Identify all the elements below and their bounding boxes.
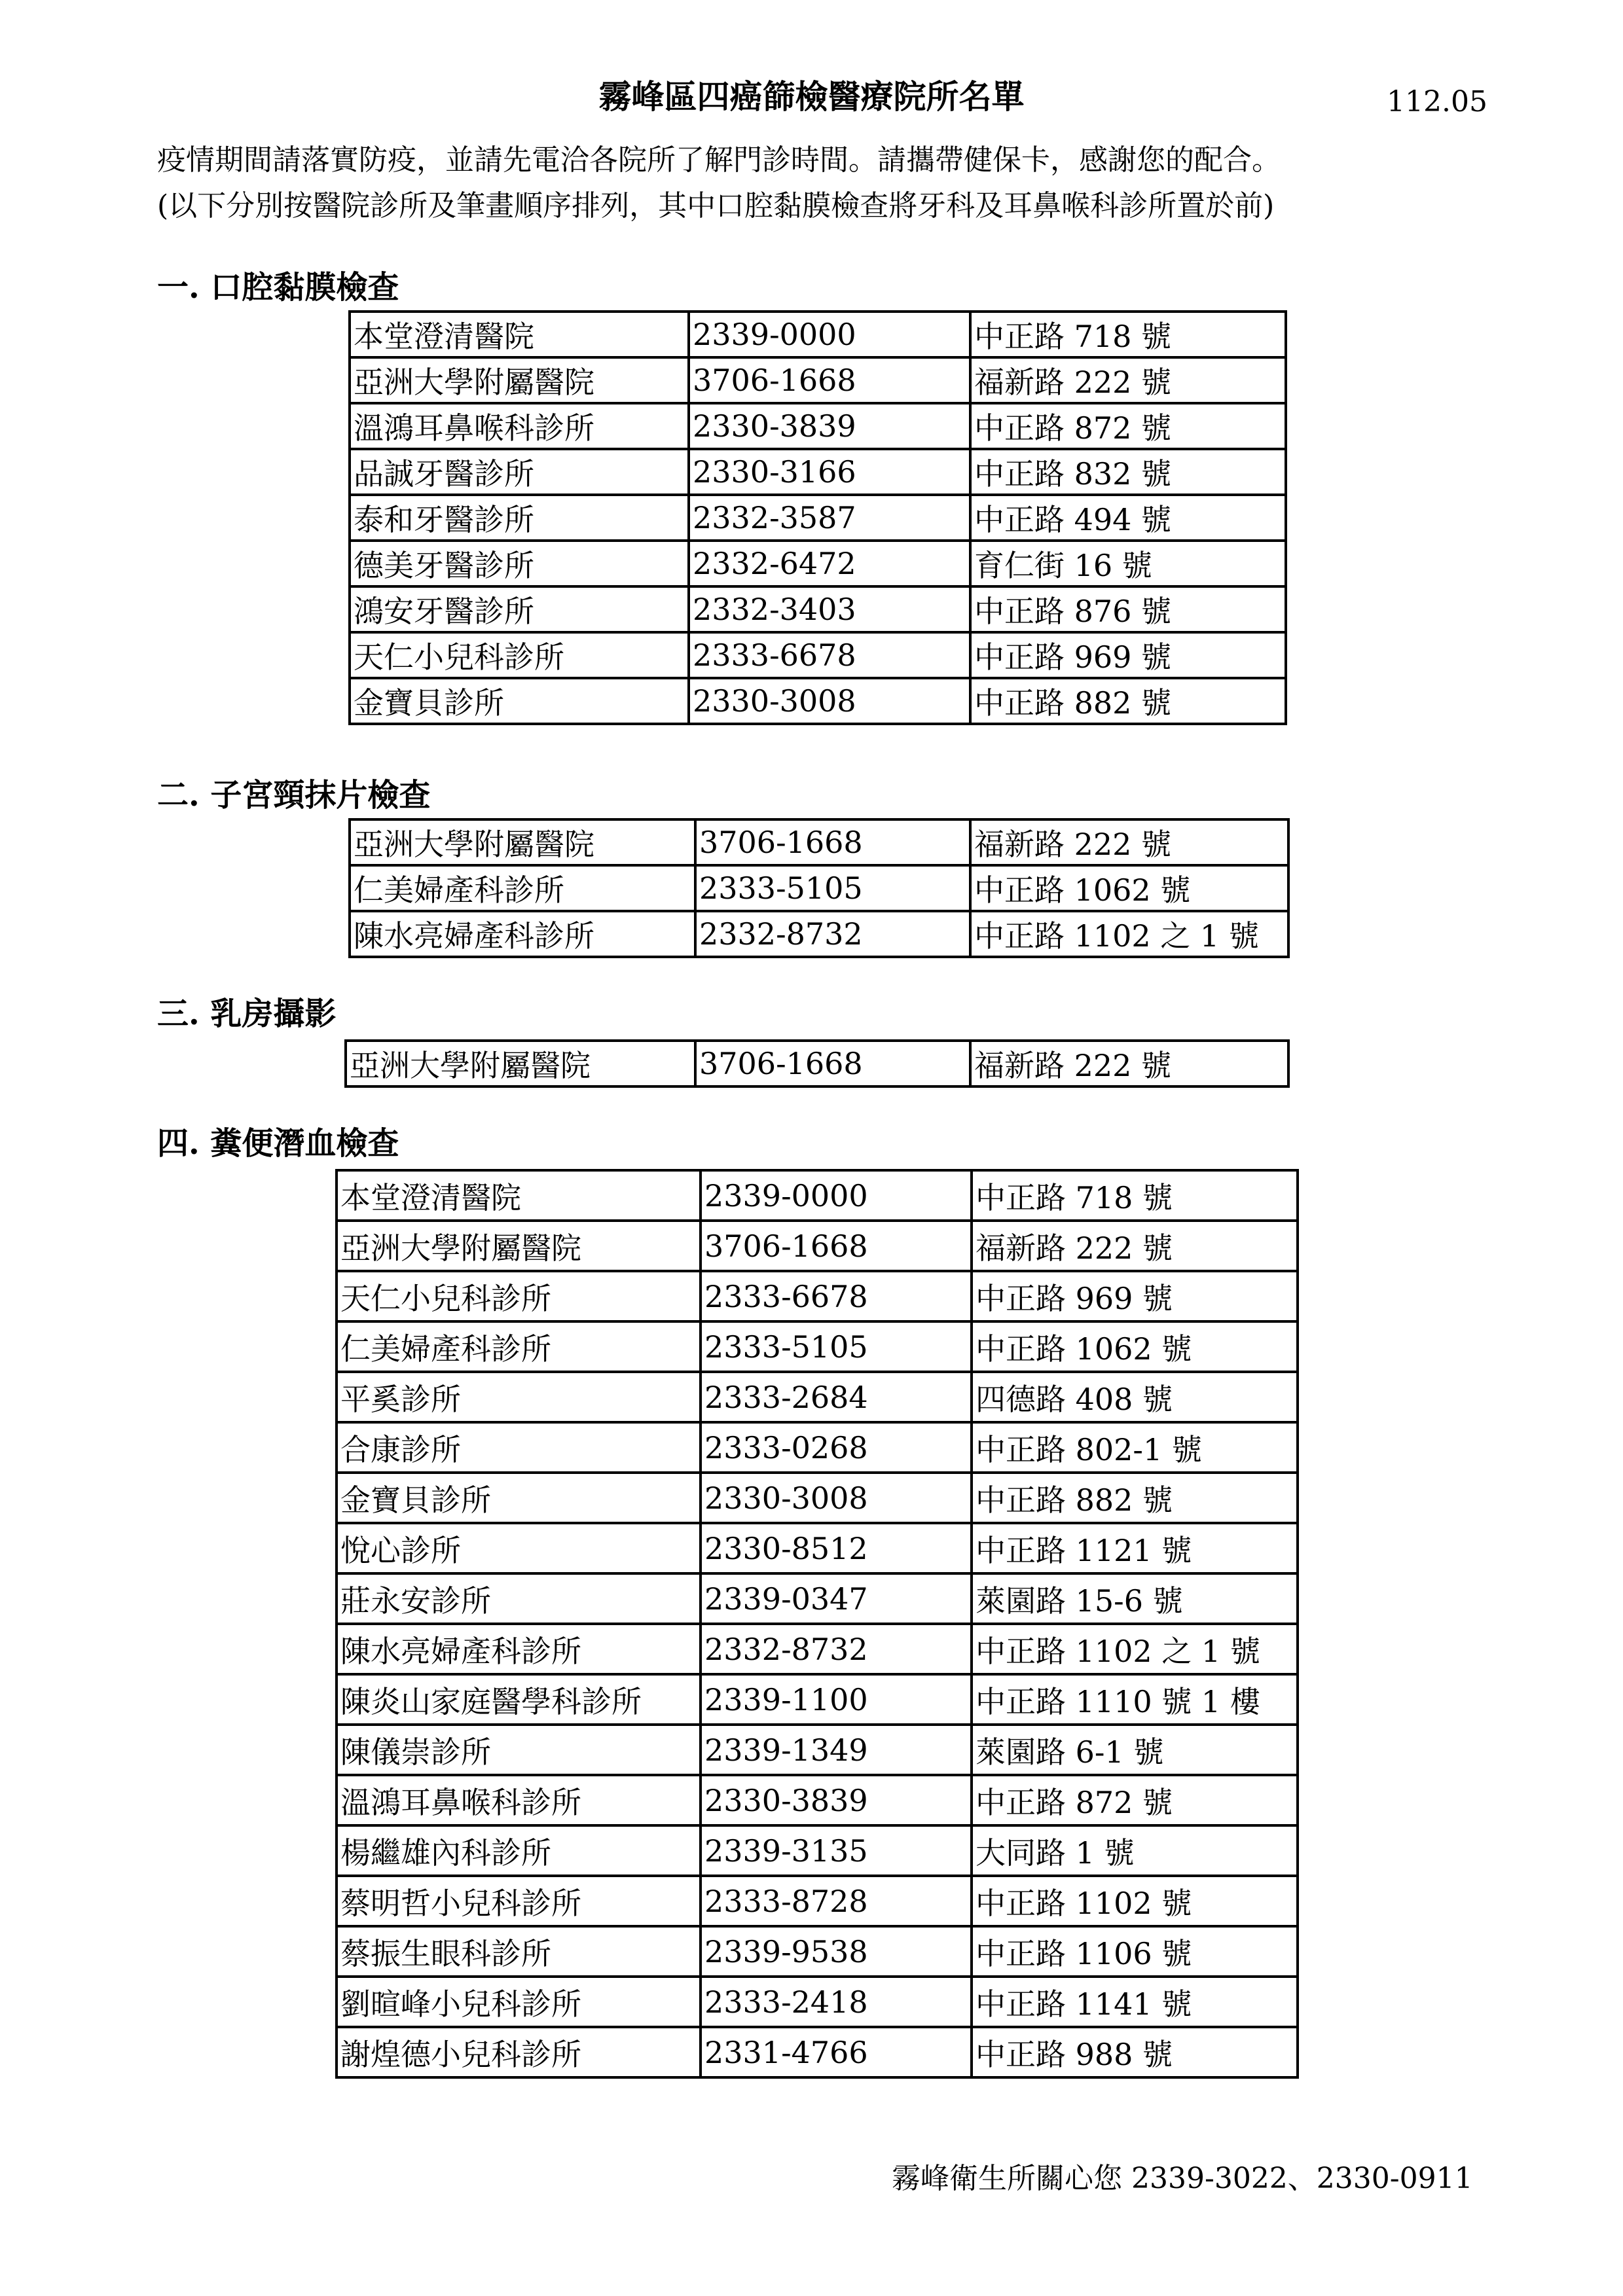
clinic-name: 劉暄峰小兒科診所 bbox=[337, 1977, 701, 2027]
clinic-name: 亞洲大學附屬醫院 bbox=[350, 357, 689, 403]
clinic-phone: 2339-0347 bbox=[701, 1573, 972, 1624]
clinic-address: 中正路 876 號 bbox=[970, 586, 1286, 632]
clinic-address: 中正路 872 號 bbox=[970, 403, 1286, 449]
table-row bbox=[337, 1271, 1298, 1321]
table-row bbox=[337, 1926, 1298, 1977]
clinic-phone: 3706-1668 bbox=[695, 819, 970, 865]
table-row bbox=[337, 1674, 1298, 1725]
clinic-address: 中正路 1102 之 1 號 bbox=[970, 911, 1288, 957]
clinic-name: 仁美婦產科診所 bbox=[350, 865, 695, 911]
table-row bbox=[337, 2027, 1298, 2077]
clinic-name: 陳水亮婦產科診所 bbox=[337, 1624, 701, 1674]
clinic-name: 溫鴻耳鼻喉科診所 bbox=[337, 1775, 701, 1825]
clinic-phone: 2339-1100 bbox=[701, 1674, 972, 1725]
clinic-name: 仁美婦產科診所 bbox=[337, 1321, 701, 1372]
clinic-name: 陳炎山家庭醫學科診所 bbox=[337, 1674, 701, 1725]
page-title: 霧峰區四癌篩檢醫療院所名單 bbox=[598, 77, 1025, 116]
clinic-phone: 2333-2684 bbox=[701, 1372, 972, 1422]
clinic-address: 福新路 222 號 bbox=[970, 819, 1288, 865]
table-row bbox=[350, 865, 1288, 911]
clinic-address: 福新路 222 號 bbox=[970, 357, 1286, 403]
clinic-address: 中正路 1062 號 bbox=[970, 865, 1288, 911]
clinic-phone: 2331-4766 bbox=[701, 2027, 972, 2077]
clinic-name: 莊永安診所 bbox=[337, 1573, 701, 1624]
clinic-phone: 2330-3839 bbox=[701, 1775, 972, 1825]
clinic-phone: 3706-1668 bbox=[701, 1221, 972, 1271]
clinic-address: 中正路 969 號 bbox=[972, 1271, 1298, 1321]
intro-sorting-note: (以下分別按醫院診所及筆畫順序排列，其中口腔黏膜檢查將牙科及耳鼻喉科診所置於前) bbox=[157, 189, 1275, 223]
section-heading-pap-smear: 二. 子宮頸抹片檢查 bbox=[157, 777, 431, 814]
table-row bbox=[350, 819, 1288, 865]
clinic-name: 天仁小兒科診所 bbox=[350, 632, 689, 678]
clinic-phone: 2339-0000 bbox=[701, 1170, 972, 1221]
clinic-phone: 2332-3587 bbox=[689, 495, 970, 541]
pap-smear-clinic-table bbox=[348, 818, 1290, 958]
clinic-address: 中正路 988 號 bbox=[972, 2027, 1298, 2077]
clinic-address: 中正路 832 號 bbox=[970, 449, 1286, 495]
clinic-address: 中正路 882 號 bbox=[970, 678, 1286, 724]
clinic-name: 金寶貝診所 bbox=[337, 1473, 701, 1523]
table-row bbox=[337, 1473, 1298, 1523]
clinic-phone: 2333-5105 bbox=[695, 865, 970, 911]
clinic-address: 四德路 408 號 bbox=[972, 1372, 1298, 1422]
table-row bbox=[337, 1725, 1298, 1775]
section-heading-fecal-occult-blood: 四. 糞便潛血檢查 bbox=[157, 1125, 399, 1162]
clinic-address: 中正路 872 號 bbox=[972, 1775, 1298, 1825]
clinic-phone: 2333-2418 bbox=[701, 1977, 972, 2027]
table-row bbox=[337, 1170, 1298, 1221]
clinic-phone: 2333-5105 bbox=[701, 1321, 972, 1372]
clinic-name: 本堂澄清醫院 bbox=[337, 1170, 701, 1221]
clinic-address: 中正路 1062 號 bbox=[972, 1321, 1298, 1372]
table-row bbox=[337, 1977, 1298, 2027]
clinic-phone: 2333-6678 bbox=[701, 1271, 972, 1321]
clinic-name: 亞洲大學附屬醫院 bbox=[350, 819, 695, 865]
clinic-name: 溫鴻耳鼻喉科診所 bbox=[350, 403, 689, 449]
clinic-phone: 3706-1668 bbox=[695, 1041, 970, 1086]
clinic-address: 中正路 1121 號 bbox=[972, 1523, 1298, 1573]
table-row bbox=[350, 586, 1286, 632]
mammography-clinic-table bbox=[344, 1039, 1290, 1088]
clinic-phone: 2332-6472 bbox=[689, 541, 970, 586]
clinic-name: 陳水亮婦產科診所 bbox=[350, 911, 695, 957]
clinic-address: 中正路 1102 之 1 號 bbox=[972, 1624, 1298, 1674]
table-row bbox=[337, 1624, 1298, 1674]
clinic-address: 萊園路 6-1 號 bbox=[972, 1725, 1298, 1775]
issue-date: 112.05 bbox=[1387, 85, 1487, 118]
clinic-phone: 2333-8728 bbox=[701, 1876, 972, 1926]
table-row bbox=[350, 449, 1286, 495]
clinic-name: 天仁小兒科診所 bbox=[337, 1271, 701, 1321]
clinic-name: 鴻安牙醫診所 bbox=[350, 586, 689, 632]
clinic-address: 育仁街 16 號 bbox=[970, 541, 1286, 586]
clinic-name: 金寶貝診所 bbox=[350, 678, 689, 724]
table-row bbox=[337, 1321, 1298, 1372]
table-row bbox=[346, 1041, 1288, 1086]
clinic-address: 中正路 718 號 bbox=[970, 312, 1286, 357]
table-row bbox=[350, 911, 1288, 957]
clinic-name: 蔡明哲小兒科診所 bbox=[337, 1876, 701, 1926]
clinic-phone: 2333-0268 bbox=[701, 1422, 972, 1473]
clinic-address: 中正路 1106 號 bbox=[972, 1926, 1298, 1977]
oral-mucosa-clinic-table bbox=[348, 310, 1287, 725]
section-heading-oral-mucosa: 一. 口腔黏膜檢查 bbox=[157, 269, 399, 306]
fecal-occult-blood-clinic-table bbox=[335, 1169, 1299, 2079]
clinic-name: 謝煌德小兒科診所 bbox=[337, 2027, 701, 2077]
clinic-address: 福新路 222 號 bbox=[970, 1041, 1288, 1086]
table-row bbox=[337, 1573, 1298, 1624]
clinic-phone: 2330-3166 bbox=[689, 449, 970, 495]
clinic-name: 楊繼雄內科診所 bbox=[337, 1825, 701, 1876]
footer-contact: 霧峰衛生所關心您 2339-3022、2330-0911 bbox=[892, 2162, 1473, 2195]
clinic-phone: 2330-3008 bbox=[701, 1473, 972, 1523]
clinic-address: 福新路 222 號 bbox=[972, 1221, 1298, 1271]
clinic-phone: 3706-1668 bbox=[689, 357, 970, 403]
clinic-name: 平奚診所 bbox=[337, 1372, 701, 1422]
clinic-address: 中正路 1110 號 1 樓 bbox=[972, 1674, 1298, 1725]
clinic-phone: 2332-3403 bbox=[689, 586, 970, 632]
intro-notice: 疫情期間請落實防疫，並請先電洽各院所了解門診時間。請攜帶健保卡，感謝您的配合。 bbox=[157, 143, 1281, 177]
clinic-name: 泰和牙醫診所 bbox=[350, 495, 689, 541]
table-row bbox=[350, 403, 1286, 449]
table-row bbox=[337, 1221, 1298, 1271]
clinic-name: 蔡振生眼科診所 bbox=[337, 1926, 701, 1977]
table-row bbox=[337, 1876, 1298, 1926]
clinic-address: 大同路 1 號 bbox=[972, 1825, 1298, 1876]
clinic-name: 悅心診所 bbox=[337, 1523, 701, 1573]
clinic-phone: 2339-9538 bbox=[701, 1926, 972, 1977]
clinic-address: 中正路 802-1 號 bbox=[972, 1422, 1298, 1473]
clinic-phone: 2339-3135 bbox=[701, 1825, 972, 1876]
clinic-phone: 2332-8732 bbox=[701, 1624, 972, 1674]
clinic-name: 陳儀崇診所 bbox=[337, 1725, 701, 1775]
clinic-name: 亞洲大學附屬醫院 bbox=[337, 1221, 701, 1271]
clinic-phone: 2330-3008 bbox=[689, 678, 970, 724]
table-row bbox=[350, 357, 1286, 403]
clinic-phone: 2339-0000 bbox=[689, 312, 970, 357]
clinic-name: 合康診所 bbox=[337, 1422, 701, 1473]
section-heading-mammography: 三. 乳房攝影 bbox=[157, 996, 337, 1032]
table-row bbox=[337, 1422, 1298, 1473]
table-row bbox=[337, 1775, 1298, 1825]
table-row bbox=[350, 678, 1286, 724]
clinic-name: 本堂澄清醫院 bbox=[350, 312, 689, 357]
clinic-address: 中正路 882 號 bbox=[972, 1473, 1298, 1523]
table-row bbox=[337, 1523, 1298, 1573]
clinic-address: 中正路 1102 號 bbox=[972, 1876, 1298, 1926]
table-row bbox=[337, 1372, 1298, 1422]
clinic-address: 中正路 718 號 bbox=[972, 1170, 1298, 1221]
table-row bbox=[350, 495, 1286, 541]
clinic-phone: 2330-3839 bbox=[689, 403, 970, 449]
clinic-address: 中正路 1141 號 bbox=[972, 1977, 1298, 2027]
clinic-address: 中正路 969 號 bbox=[970, 632, 1286, 678]
clinic-name: 品誠牙醫診所 bbox=[350, 449, 689, 495]
clinic-phone: 2330-8512 bbox=[701, 1523, 972, 1573]
table-row bbox=[350, 632, 1286, 678]
clinic-name: 亞洲大學附屬醫院 bbox=[346, 1041, 695, 1086]
clinic-phone: 2332-8732 bbox=[695, 911, 970, 957]
clinic-phone: 2339-1349 bbox=[701, 1725, 972, 1775]
clinic-name: 德美牙醫診所 bbox=[350, 541, 689, 586]
table-row bbox=[350, 541, 1286, 586]
table-row bbox=[337, 1825, 1298, 1876]
clinic-address: 萊園路 15-6 號 bbox=[972, 1573, 1298, 1624]
clinic-address: 中正路 494 號 bbox=[970, 495, 1286, 541]
clinic-phone: 2333-6678 bbox=[689, 632, 970, 678]
table-row bbox=[350, 312, 1286, 357]
